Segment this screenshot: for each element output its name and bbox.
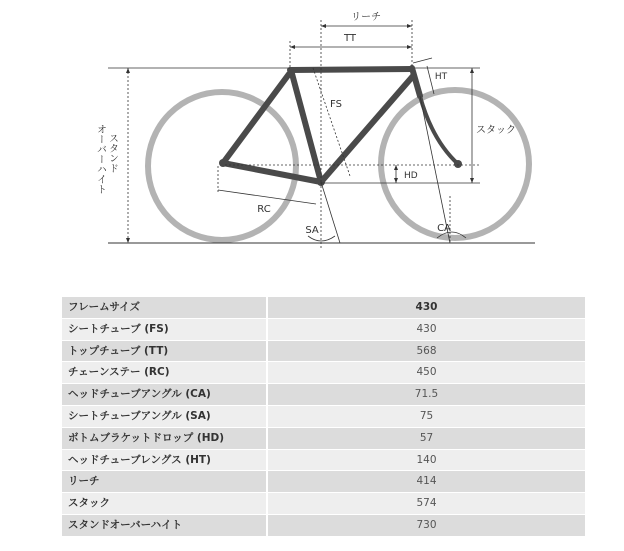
row-label: ヘッドチューブアングル (CA) [62, 384, 268, 406]
table-row [62, 297, 585, 319]
bike-geometry-diagram [0, 0, 624, 270]
row-label: ボトムブラケットドロップ (HD) [62, 428, 268, 450]
row-value: 57 [268, 428, 585, 450]
label-reach: リーチ [351, 12, 381, 23]
row-value: 71.5 [268, 384, 585, 406]
label-standover-1: スタンド [106, 133, 118, 173]
top-tube [290, 69, 412, 70]
geometry-table-body [62, 297, 585, 537]
row-value: 75 [268, 406, 585, 428]
chain-stay [223, 163, 321, 182]
label-tt: TT [343, 33, 357, 44]
row-value: 140 [268, 450, 585, 472]
row-value: 414 [268, 471, 585, 493]
row-value: 450 [268, 362, 585, 384]
table-row [62, 384, 585, 406]
row-value: 430 [268, 319, 585, 341]
row-label: スタンドオーバーハイト [62, 515, 268, 537]
row-value: 430 [268, 297, 585, 319]
row-value: 568 [268, 341, 585, 363]
front-axle [454, 160, 462, 168]
row-label: トップチューブ (TT) [62, 341, 268, 363]
label-rc: RC [257, 204, 271, 215]
row-label: シートチューブ (FS) [62, 319, 268, 341]
geometry-table [62, 297, 585, 537]
row-label: フレームサイズ [62, 297, 268, 319]
table-row [62, 428, 585, 450]
label-hd: HD [404, 171, 418, 181]
head-tube [412, 68, 420, 96]
table-row [62, 450, 585, 472]
arrowheads [126, 24, 474, 243]
row-value: 574 [268, 493, 585, 515]
label-standover-2: オーバーハイト [94, 124, 106, 194]
table-row [62, 471, 585, 493]
fork [420, 96, 458, 164]
row-label: リーチ [62, 471, 268, 493]
label-ht: HT [434, 72, 448, 82]
table-row [62, 341, 585, 363]
rear-axle [219, 159, 227, 167]
row-label: シートチューブアングル (SA) [62, 406, 268, 428]
label-fs: FS [330, 99, 342, 110]
label-sa: SA [305, 225, 319, 236]
row-value: 730 [268, 515, 585, 537]
table-row [62, 319, 585, 341]
down-tube [321, 76, 413, 182]
row-label: チェーンステー (RC) [62, 362, 268, 384]
row-label: ヘッドチューブレングス (HT) [62, 450, 268, 472]
table-row [62, 515, 585, 537]
label-ca: CA [437, 223, 451, 234]
table-row [62, 362, 585, 384]
table-row [62, 406, 585, 428]
row-label: スタック [62, 493, 268, 515]
label-stack: スタック [476, 125, 516, 136]
table-row [62, 493, 585, 515]
